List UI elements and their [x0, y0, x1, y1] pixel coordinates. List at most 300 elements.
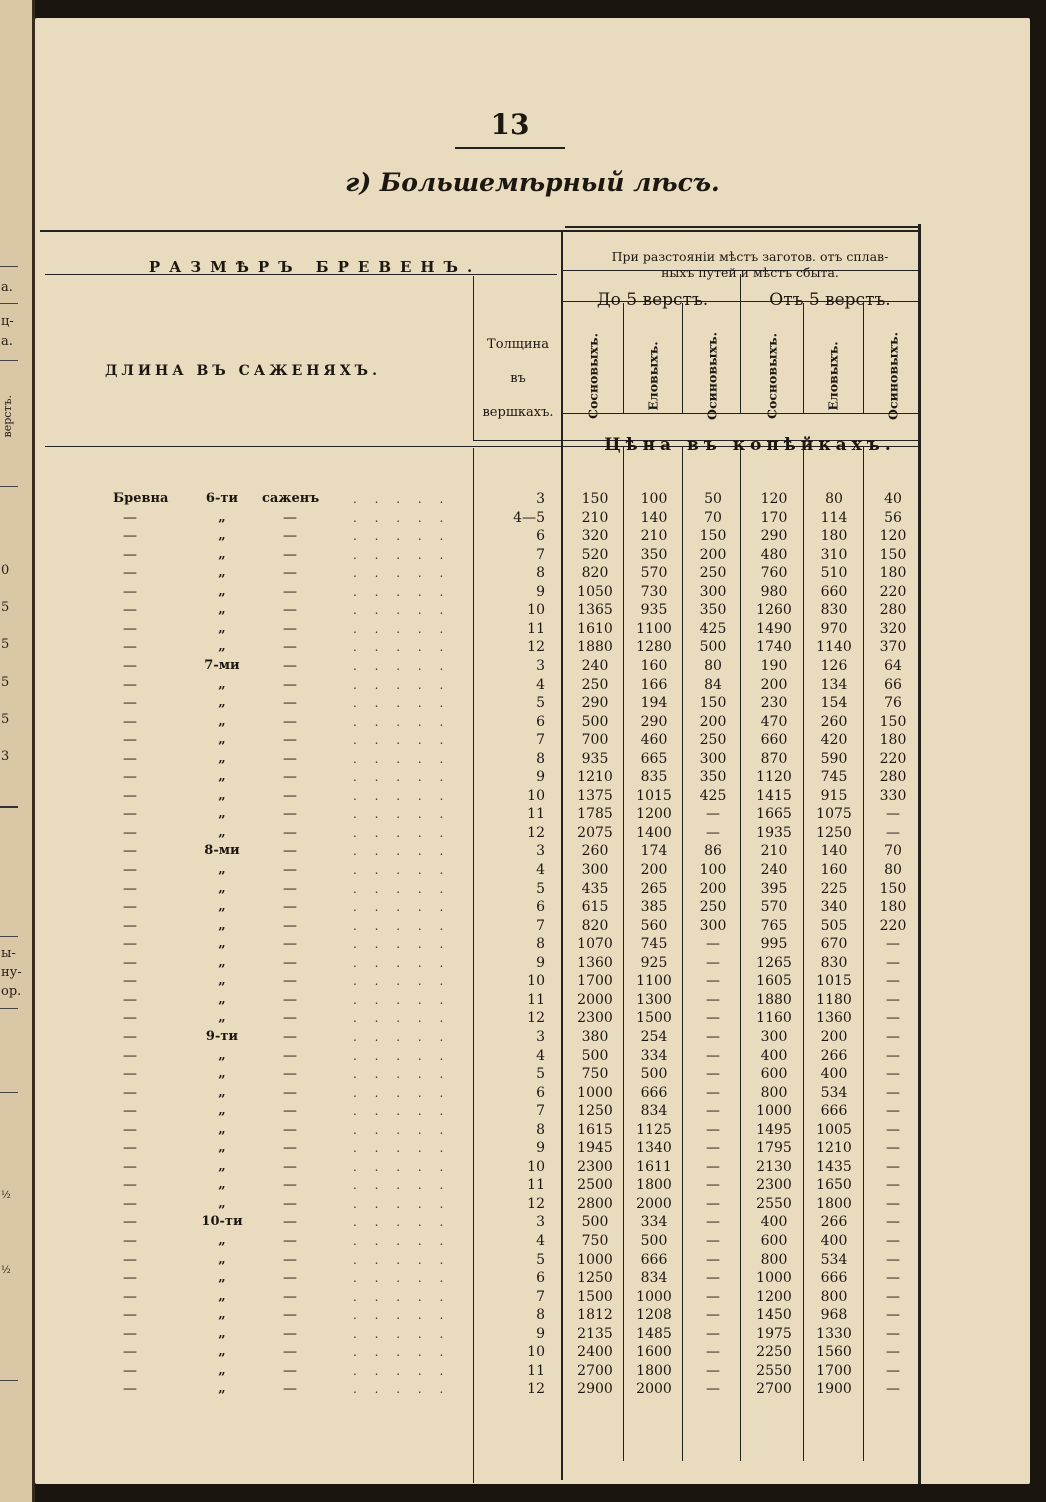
- wood-type-label: Еловыхъ.: [825, 340, 841, 411]
- price-cell: 320: [879, 620, 907, 637]
- price-cell: 240: [760, 862, 788, 878]
- row-length: „: [218, 732, 226, 748]
- leader-dots: . . . . .: [353, 1382, 451, 1397]
- leader-dots: . . . . .: [353, 881, 451, 896]
- row-length: 10-ти: [201, 1214, 243, 1230]
- price-cell: 470: [760, 713, 788, 730]
- price-cell: 70: [704, 509, 722, 526]
- table-row: [35, 490, 1030, 509]
- row-label: —: [123, 824, 137, 841]
- price-cell: 250: [699, 565, 727, 582]
- left-fragment: ор.: [1, 984, 22, 999]
- price-cell: —: [706, 1251, 720, 1268]
- row-label: —: [123, 676, 137, 693]
- price-cell: 505: [820, 917, 848, 934]
- leader-dots: . . . . .: [353, 788, 451, 803]
- left-fragment: ну-: [1, 965, 22, 980]
- table-row: [35, 583, 1030, 602]
- row-length: „: [218, 1158, 226, 1174]
- price-cell: 2900: [577, 1381, 613, 1398]
- price-cell: 600: [760, 1233, 788, 1249]
- row-length: „: [218, 1381, 226, 1397]
- thickness-header-line: вершкахъ.: [482, 405, 554, 420]
- leader-dots: . . . . .: [353, 900, 451, 915]
- row-length: „: [218, 936, 226, 952]
- price-cell: 174: [640, 843, 668, 860]
- leader-dots: . . . . .: [353, 1159, 451, 1174]
- price-cell: 2700: [577, 1362, 613, 1379]
- table-row: [35, 787, 1030, 806]
- leader-dots: . . . . .: [353, 1196, 451, 1211]
- price-cell: —: [886, 1010, 900, 1027]
- price-cell: 200: [699, 713, 727, 730]
- row-unit: —: [283, 880, 297, 897]
- row-thickness: 11: [527, 620, 545, 637]
- price-cell: 2300: [577, 1010, 613, 1027]
- wood-type-header: [682, 318, 742, 433]
- row-length: „: [218, 713, 226, 729]
- row-label: —: [123, 1140, 137, 1157]
- price-cell: 1210: [816, 1140, 852, 1157]
- price-cell: 666: [640, 1084, 668, 1101]
- row-length: „: [218, 880, 226, 896]
- row-length: „: [218, 602, 226, 618]
- price-header: Цѣна въ копѣйкахъ.: [604, 435, 896, 455]
- table-row: [35, 694, 1030, 713]
- price-cell: 1700: [816, 1362, 852, 1379]
- row-length: „: [218, 1362, 226, 1378]
- section-title: г) Большемѣрный лѣсъ.: [345, 168, 720, 197]
- price-cell: —: [886, 936, 900, 953]
- row-length: „: [218, 806, 226, 822]
- row-label: —: [123, 973, 137, 990]
- table-row: [35, 731, 1030, 750]
- left-fragment: 3: [1, 749, 10, 764]
- leader-dots: . . . . .: [353, 696, 451, 711]
- leader-dots: . . . . .: [353, 733, 451, 748]
- wood-type-header: [563, 318, 623, 433]
- leader-dots: . . . . .: [353, 658, 451, 673]
- row-label: —: [123, 880, 137, 897]
- price-cell: 666: [640, 1251, 668, 1268]
- price-cell: 750: [581, 1066, 609, 1083]
- price-cell: 1340: [636, 1140, 672, 1157]
- left-fragment: 5: [1, 600, 10, 615]
- row-unit: —: [283, 806, 297, 823]
- price-cell: 150: [879, 880, 907, 897]
- price-cell: 220: [879, 917, 907, 934]
- table-row: [35, 1343, 1030, 1362]
- table-row: [35, 1139, 1030, 1158]
- row-unit: —: [283, 695, 297, 712]
- price-cell: 420: [820, 732, 848, 749]
- table-row: [35, 546, 1030, 565]
- distance-header: [565, 249, 935, 281]
- price-cell: 200: [699, 880, 727, 897]
- row-thickness: 3: [536, 1028, 545, 1045]
- price-cell: 400: [820, 1066, 848, 1083]
- thickness-header-line: Толщина: [487, 337, 549, 352]
- price-cell: 84: [704, 676, 722, 693]
- price-cell: 1800: [636, 1362, 672, 1379]
- price-cell: —: [886, 1233, 900, 1249]
- price-cell: 1935: [756, 824, 792, 841]
- price-cell: 2135: [577, 1325, 613, 1342]
- price-cell: 1800: [816, 1195, 852, 1212]
- price-cell: 166: [640, 676, 668, 693]
- row-length: 8-ми: [204, 843, 240, 859]
- price-cell: —: [886, 1140, 900, 1157]
- row-label: —: [123, 750, 137, 767]
- table-row: [35, 1028, 1030, 1047]
- price-cell: 170: [760, 509, 788, 526]
- price-cell: 2130: [756, 1158, 792, 1175]
- row-unit: —: [283, 657, 297, 674]
- row-thickness: 12: [527, 639, 545, 656]
- price-cell: 830: [820, 602, 848, 619]
- row-unit: —: [283, 917, 297, 934]
- row-thickness: 9: [536, 1140, 545, 1157]
- row-unit: —: [283, 1047, 297, 1064]
- price-cell: 1200: [756, 1288, 792, 1305]
- price-cell: 1435: [816, 1158, 852, 1175]
- row-label: —: [123, 583, 137, 600]
- row-thickness: 7: [536, 1288, 545, 1305]
- table-row: [35, 1232, 1030, 1251]
- price-cell: —: [706, 1233, 720, 1249]
- row-thickness: 11: [527, 806, 545, 823]
- price-cell: —: [886, 1307, 900, 1324]
- row-thickness: 12: [527, 1010, 545, 1027]
- row-label: —: [123, 1195, 137, 1212]
- price-cell: 180: [879, 732, 907, 749]
- wood-type-header: [863, 318, 923, 433]
- price-cell: 1800: [636, 1177, 672, 1194]
- leader-dots: . . . . .: [353, 547, 451, 562]
- row-thickness: 9: [536, 769, 545, 786]
- wood-type-header: [623, 318, 683, 433]
- price-cell: 250: [699, 899, 727, 916]
- row-thickness: 6: [536, 713, 545, 730]
- price-cell: 2500: [577, 1177, 613, 1194]
- price-cell: 230: [760, 695, 788, 712]
- row-label: Бревна: [113, 491, 169, 506]
- row-thickness: 5: [536, 695, 545, 712]
- price-cell: 500: [581, 1047, 609, 1064]
- row-label: —: [123, 565, 137, 582]
- price-cell: 666: [820, 1103, 848, 1120]
- price-cell: 1650: [816, 1177, 852, 1194]
- leader-dots: . . . . .: [353, 825, 451, 840]
- price-cell: 1250: [577, 1270, 613, 1287]
- thickness-header-line: въ: [510, 371, 526, 386]
- distance-group-under-5: До 5 верстъ.: [596, 290, 709, 310]
- table-row: [35, 972, 1030, 991]
- price-cell: 980: [760, 583, 788, 600]
- price-cell: 1210: [577, 769, 613, 786]
- price-cell: 310: [820, 546, 848, 563]
- table-row: [35, 1084, 1030, 1103]
- row-length: 6-ти: [205, 491, 239, 506]
- wood-type-label: Сосновыхъ.: [585, 332, 601, 419]
- leader-dots: . . . . .: [353, 937, 451, 952]
- price-cell: 70: [884, 843, 902, 860]
- row-label: —: [123, 1177, 137, 1194]
- price-cell: —: [886, 1158, 900, 1175]
- left-fragment: ц-: [1, 314, 14, 329]
- row-unit: —: [283, 1158, 297, 1175]
- row-length: „: [218, 1251, 226, 1267]
- row-length: „: [218, 991, 226, 1007]
- price-cell: 1500: [636, 1010, 672, 1027]
- price-cell: 915: [820, 787, 848, 804]
- price-cell: —: [886, 1121, 900, 1138]
- price-cell: 1375: [577, 787, 613, 804]
- row-length: „: [218, 1195, 226, 1211]
- row-label: —: [123, 899, 137, 916]
- price-cell: —: [886, 1103, 900, 1120]
- price-cell: —: [886, 1344, 900, 1361]
- price-cell: 425: [699, 787, 727, 804]
- price-cell: 265: [640, 880, 668, 897]
- price-cell: 100: [699, 862, 727, 878]
- row-length: „: [218, 954, 226, 970]
- row-unit: —: [283, 1140, 297, 1157]
- price-cell: 670: [820, 936, 848, 953]
- price-cell: 260: [581, 843, 609, 860]
- leader-dots: . . . . .: [353, 974, 451, 989]
- row-length: „: [218, 750, 226, 766]
- price-cell: 1740: [756, 639, 792, 656]
- price-cell: —: [886, 1177, 900, 1194]
- leader-dots: . . . . .: [353, 677, 451, 692]
- row-label: —: [123, 713, 137, 730]
- price-cell: 300: [581, 862, 609, 878]
- price-cell: 935: [640, 602, 668, 619]
- price-cell: 500: [581, 713, 609, 730]
- price-cell: 210: [760, 843, 788, 860]
- price-cell: —: [706, 991, 720, 1008]
- price-cell: 250: [581, 676, 609, 693]
- price-cell: 2800: [577, 1195, 613, 1212]
- row-unit: —: [283, 732, 297, 749]
- price-cell: 385: [640, 899, 668, 916]
- row-length: „: [218, 1233, 226, 1248]
- price-cell: 290: [581, 695, 609, 712]
- price-cell: 1015: [636, 787, 672, 804]
- price-cell: —: [706, 1010, 720, 1027]
- leader-dots: . . . . .: [353, 510, 451, 525]
- price-cell: —: [886, 1381, 900, 1398]
- price-cell: 280: [879, 602, 907, 619]
- row-thickness: 5: [536, 880, 545, 897]
- table-row: [35, 1121, 1030, 1140]
- table-row: [35, 1362, 1030, 1381]
- table-row: [35, 713, 1030, 732]
- price-cell: —: [706, 1103, 720, 1120]
- row-unit: —: [283, 1362, 297, 1379]
- price-cell: 1975: [756, 1325, 792, 1342]
- row-label: —: [123, 1121, 137, 1138]
- leader-dots: . . . . .: [353, 1141, 451, 1156]
- row-label: —: [123, 1344, 137, 1361]
- leader-dots: . . . . .: [353, 1048, 451, 1063]
- row-thickness: 6: [536, 1270, 545, 1287]
- price-cell: 570: [640, 565, 668, 582]
- row-length: „: [218, 546, 226, 562]
- price-cell: 2000: [636, 1381, 672, 1398]
- row-unit: —: [283, 639, 297, 656]
- row-thickness: 10: [527, 787, 545, 804]
- table-row: [35, 527, 1030, 546]
- row-thickness: 8: [536, 1121, 545, 1138]
- row-unit: —: [283, 565, 297, 582]
- price-cell: 800: [760, 1084, 788, 1101]
- row-label: —: [123, 1233, 137, 1249]
- book-page: [35, 18, 1030, 1484]
- price-cell: 1000: [756, 1270, 792, 1287]
- row-unit: —: [283, 1344, 297, 1361]
- price-cell: 1610: [577, 620, 613, 637]
- price-cell: 250: [699, 732, 727, 749]
- price-cell: 1560: [816, 1344, 852, 1361]
- row-label: —: [123, 509, 137, 526]
- price-cell: —: [706, 806, 720, 823]
- price-cell: 1125: [636, 1121, 672, 1138]
- price-cell: —: [886, 824, 900, 841]
- row-unit: —: [283, 1010, 297, 1027]
- price-cell: 150: [879, 546, 907, 563]
- price-cell: 745: [820, 769, 848, 786]
- price-cell: 200: [760, 676, 788, 693]
- left-fragment: а.: [1, 334, 13, 349]
- row-unit: —: [283, 1288, 297, 1305]
- left-fragment: а.: [1, 280, 13, 295]
- price-cell: —: [706, 1381, 720, 1398]
- price-cell: 1330: [816, 1325, 852, 1342]
- price-cell: 86: [704, 843, 722, 860]
- price-cell: 126: [820, 657, 848, 674]
- row-thickness: 11: [527, 1362, 545, 1379]
- row-length: „: [218, 509, 226, 525]
- row-label: —: [123, 936, 137, 953]
- price-cell: 700: [581, 732, 609, 749]
- price-cell: 266: [820, 1214, 848, 1231]
- table-row: [35, 676, 1030, 695]
- price-cell: 350: [699, 602, 727, 619]
- leader-dots: . . . . .: [353, 1234, 451, 1248]
- leader-dots: . . . . .: [353, 918, 451, 933]
- price-cell: —: [886, 991, 900, 1008]
- price-cell: 2075: [577, 824, 613, 841]
- price-cell: 330: [879, 787, 907, 804]
- price-cell: —: [886, 1028, 900, 1045]
- table-row: [35, 954, 1030, 973]
- price-cell: 1400: [636, 824, 672, 841]
- row-thickness: 6: [536, 899, 545, 916]
- price-cell: 160: [640, 657, 668, 674]
- row-length: „: [218, 639, 226, 655]
- price-cell: 1140: [816, 639, 852, 656]
- row-length: 9-ти: [205, 1028, 239, 1044]
- price-cell: —: [706, 1140, 720, 1157]
- row-unit: —: [283, 1121, 297, 1138]
- price-cell: 615: [581, 899, 609, 916]
- row-thickness: 6: [536, 528, 545, 545]
- price-cell: 1665: [756, 806, 792, 823]
- price-cell: 200: [640, 862, 668, 878]
- leader-dots: . . . . .: [353, 1363, 451, 1378]
- table-row: [35, 1251, 1030, 1270]
- price-cell: 1000: [577, 1251, 613, 1268]
- price-cell: 520: [581, 546, 609, 563]
- price-cell: 50: [704, 491, 722, 507]
- row-unit: —: [283, 1251, 297, 1268]
- row-label: —: [123, 1381, 137, 1398]
- left-fragment: 0: [1, 563, 10, 578]
- row-thickness: 10: [527, 1158, 545, 1175]
- leader-dots: . . . . .: [353, 1289, 451, 1304]
- price-cell: 500: [699, 639, 727, 656]
- table-row: [35, 1325, 1030, 1344]
- price-cell: 1160: [756, 1010, 792, 1027]
- price-cell: 1880: [756, 991, 792, 1008]
- price-cell: 870: [760, 750, 788, 767]
- price-cell: 600: [760, 1066, 788, 1083]
- price-cell: 200: [699, 546, 727, 563]
- left-fragment: ½: [1, 1265, 11, 1276]
- price-cell: 2550: [756, 1362, 792, 1379]
- row-label: —: [123, 806, 137, 823]
- price-cell: —: [886, 806, 900, 823]
- price-cell: 1280: [636, 639, 672, 656]
- price-cell: 1495: [756, 1121, 792, 1138]
- price-cell: —: [706, 973, 720, 990]
- price-cell: 1500: [577, 1288, 613, 1305]
- row-label: —: [123, 787, 137, 804]
- row-length: „: [218, 899, 226, 915]
- price-cell: 800: [760, 1251, 788, 1268]
- leader-dots: . . . . .: [353, 1326, 451, 1341]
- row-unit: —: [283, 1270, 297, 1287]
- price-cell: 1880: [577, 639, 613, 656]
- price-cell: 260: [820, 713, 848, 730]
- row-length: „: [218, 1288, 226, 1304]
- price-cell: 2000: [636, 1195, 672, 1212]
- price-cell: 660: [760, 732, 788, 749]
- row-unit: —: [283, 528, 297, 545]
- price-cell: 830: [820, 954, 848, 971]
- row-thickness: 3: [536, 491, 545, 507]
- wood-type-label: Осиновыхъ.: [885, 331, 901, 420]
- leader-dots: . . . . .: [353, 1122, 451, 1137]
- row-thickness: 7: [536, 732, 545, 749]
- price-cell: 1120: [756, 769, 792, 786]
- price-cell: —: [706, 1066, 720, 1083]
- price-cell: 180: [879, 565, 907, 582]
- row-label: —: [123, 1028, 137, 1045]
- price-cell: 834: [640, 1103, 668, 1120]
- price-cell: —: [706, 1121, 720, 1138]
- price-cell: 1075: [816, 806, 852, 823]
- table-row: [35, 991, 1030, 1010]
- price-cell: 400: [760, 1214, 788, 1231]
- price-cell: 2400: [577, 1344, 613, 1361]
- row-label: —: [123, 862, 137, 878]
- row-label: —: [123, 1288, 137, 1305]
- table-row: [35, 638, 1030, 657]
- row-thickness: 3: [536, 843, 545, 860]
